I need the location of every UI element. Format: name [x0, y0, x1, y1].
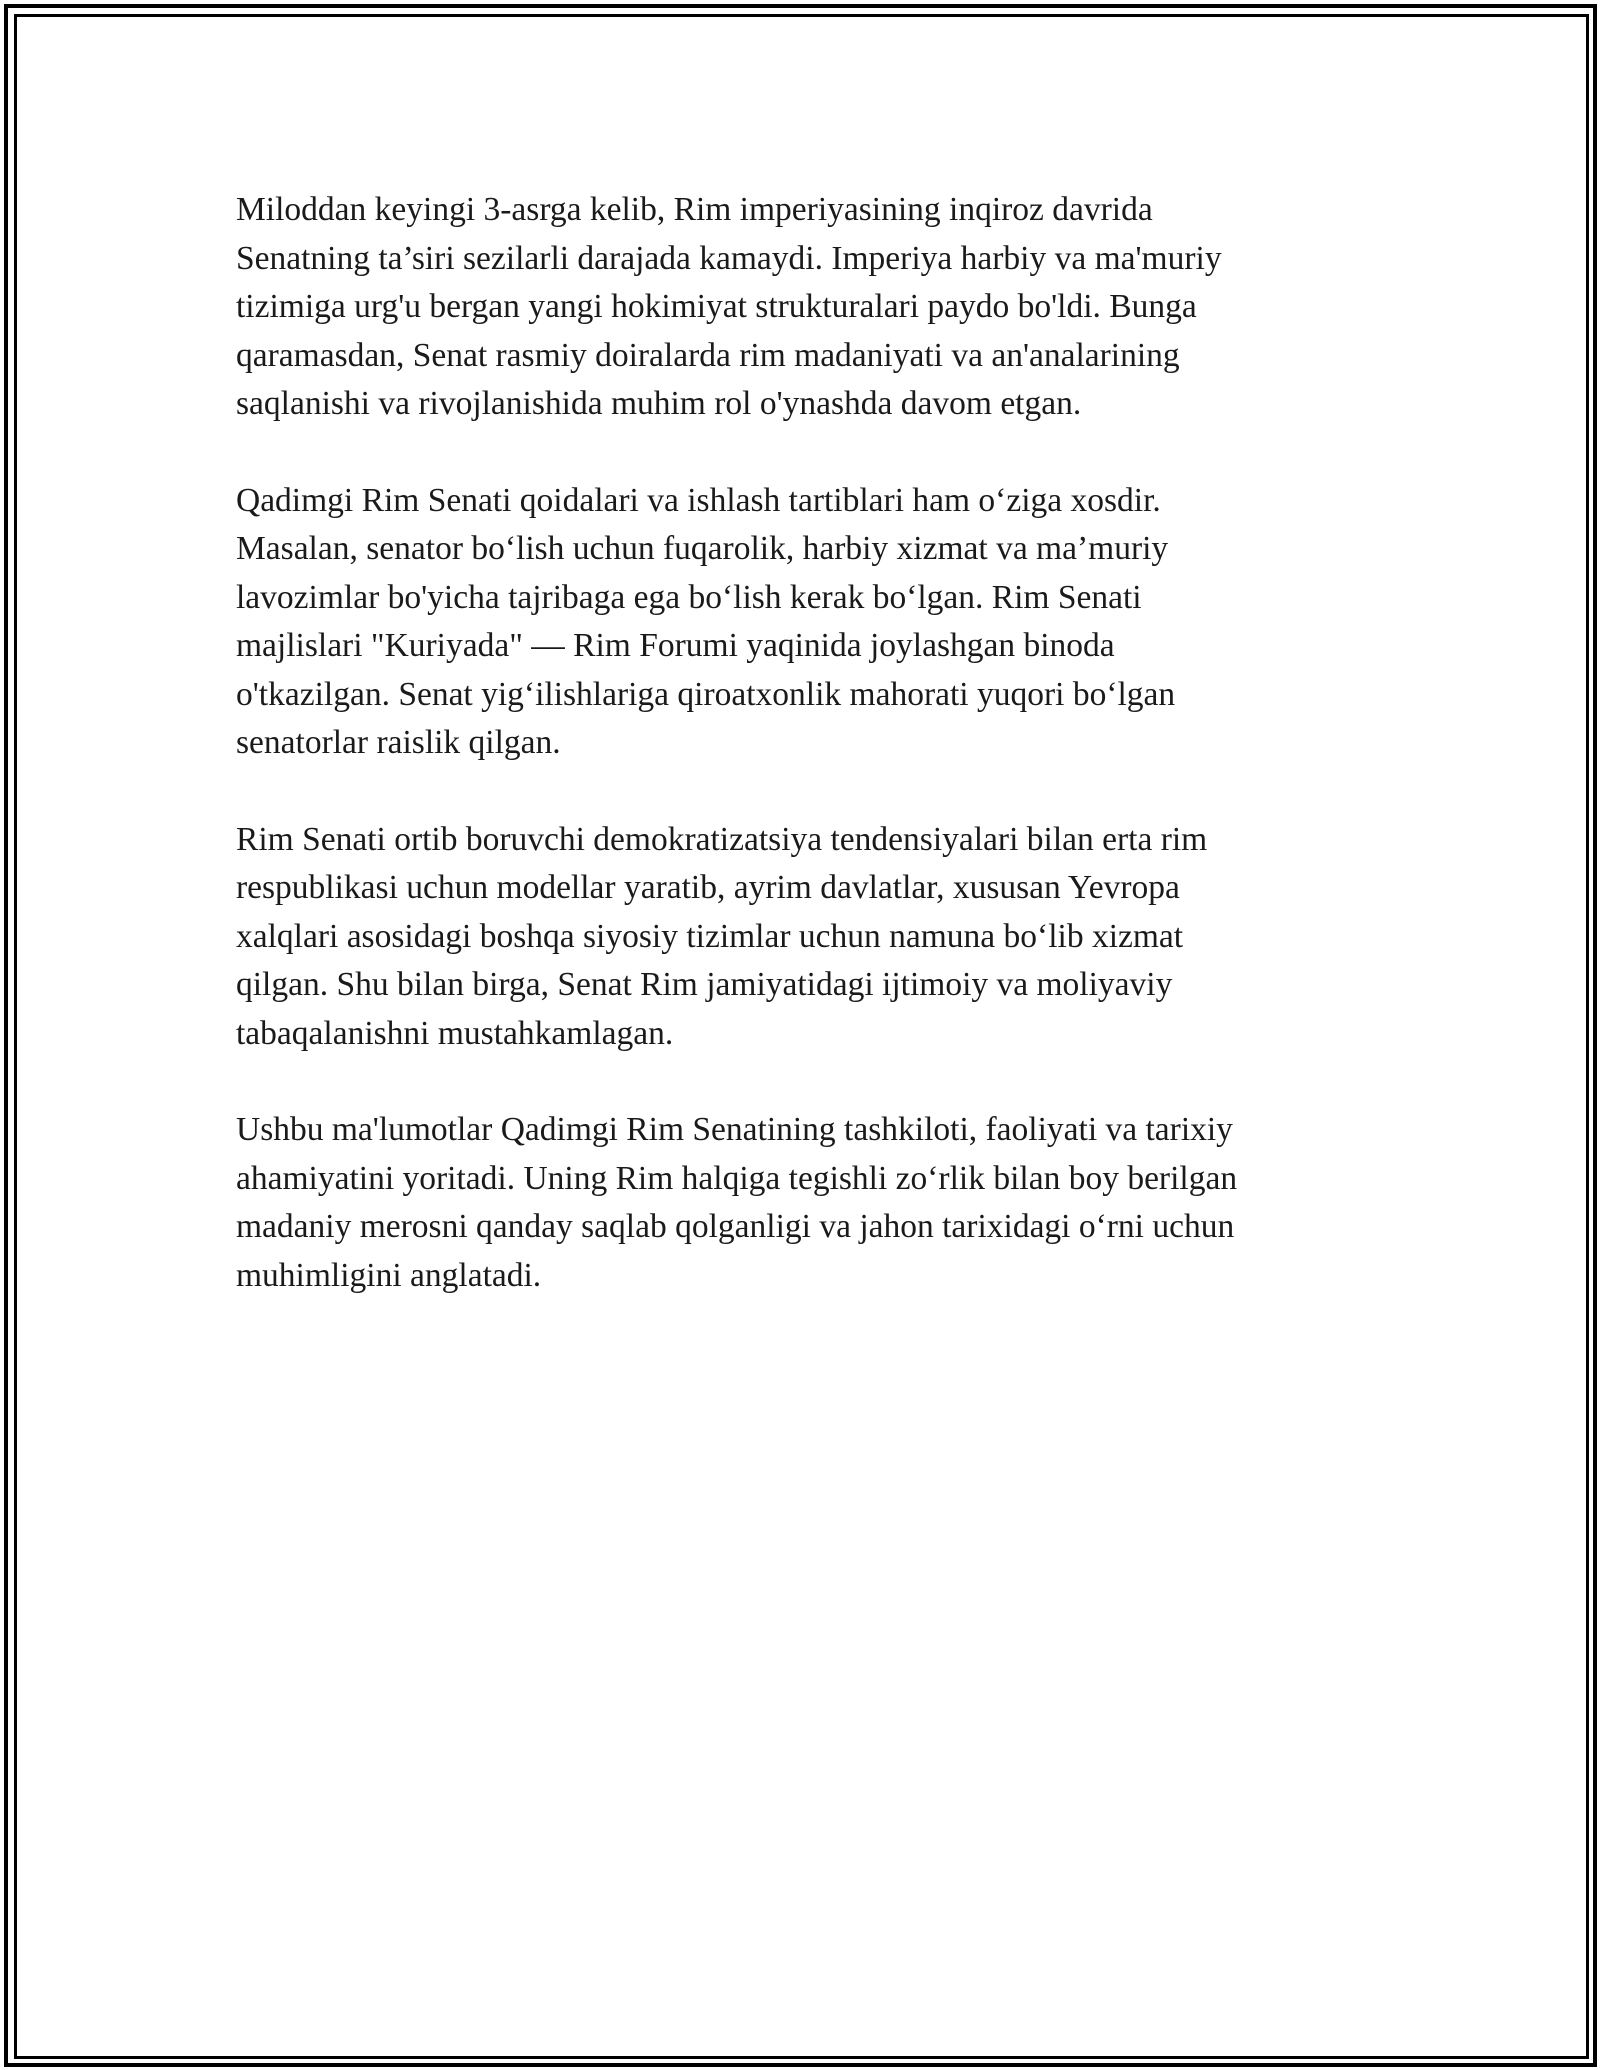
paragraph-4: Ushbu ma'lumotlar Qadimgi Rim Senatining tashkiloti, faoliyati va tarixiy ahamiyatini yoritadi. Uning Rim halqiga tegishli zo‘rlik bilan boy berilgan madaniy merosni qanday saqlab qolganligi va jahon tarixidagi o‘rni uchun muhimligini anglatadi.: [236, 1111, 1238, 1294]
document-body: [236, 186, 1356, 1348]
paragraph-2: Qadimgi Rim Senati qoidalari va ishlash tartiblari ham o‘ziga xosdir. Masalan, senator bo‘lish uchun fuqarolik, harbiy xizmat va ma’muriy lavozimlar bo'yicha tajribaga ega bo‘lish kerak bo‘lgan. Rim Senati majlislari "Kuriyada" — Rim Forumi yaqinida joylashgan binoda o'tkazilgan. Senat yig‘ilishlariga qiroatxonlik mahorati yuqori bo‘lgan senatorlar raislik qilgan.: [236, 481, 1176, 761]
paragraph-1: Miloddan keyingi 3-asrga kelib, Rim imperiyasining inqiroz davrida Senatning ta’siri sezilarli darajada kamaydi. Imperiya harbiy va ma'muriy tizimiga urg'u bergan yangi hokimiyat strukturalari paydo bo'ldi. Bunga qaramasdan, Senat rasmiy doiralarda rim madaniyati va an'analarining saqlanishi va rivojlanishida muhim rol o'ynashda davom etgan.: [236, 191, 1222, 422]
paragraph-3: Rim Senati ortib boruvchi demokratizatsiya tendensiyalari bilan erta rim respublikasi uchun modellar yaratib, ayrim davlatlar, xususan Yevropa xalqlari asosidagi boshqa siyosiy tizimlar uchun namuna bo‘lib xizmat qilgan. Shu bilan birga, Senat Rim jamiyatidagi ijtimoiy va moliyaviy tabaqalanishni mustahkamlagan.: [236, 820, 1208, 1052]
